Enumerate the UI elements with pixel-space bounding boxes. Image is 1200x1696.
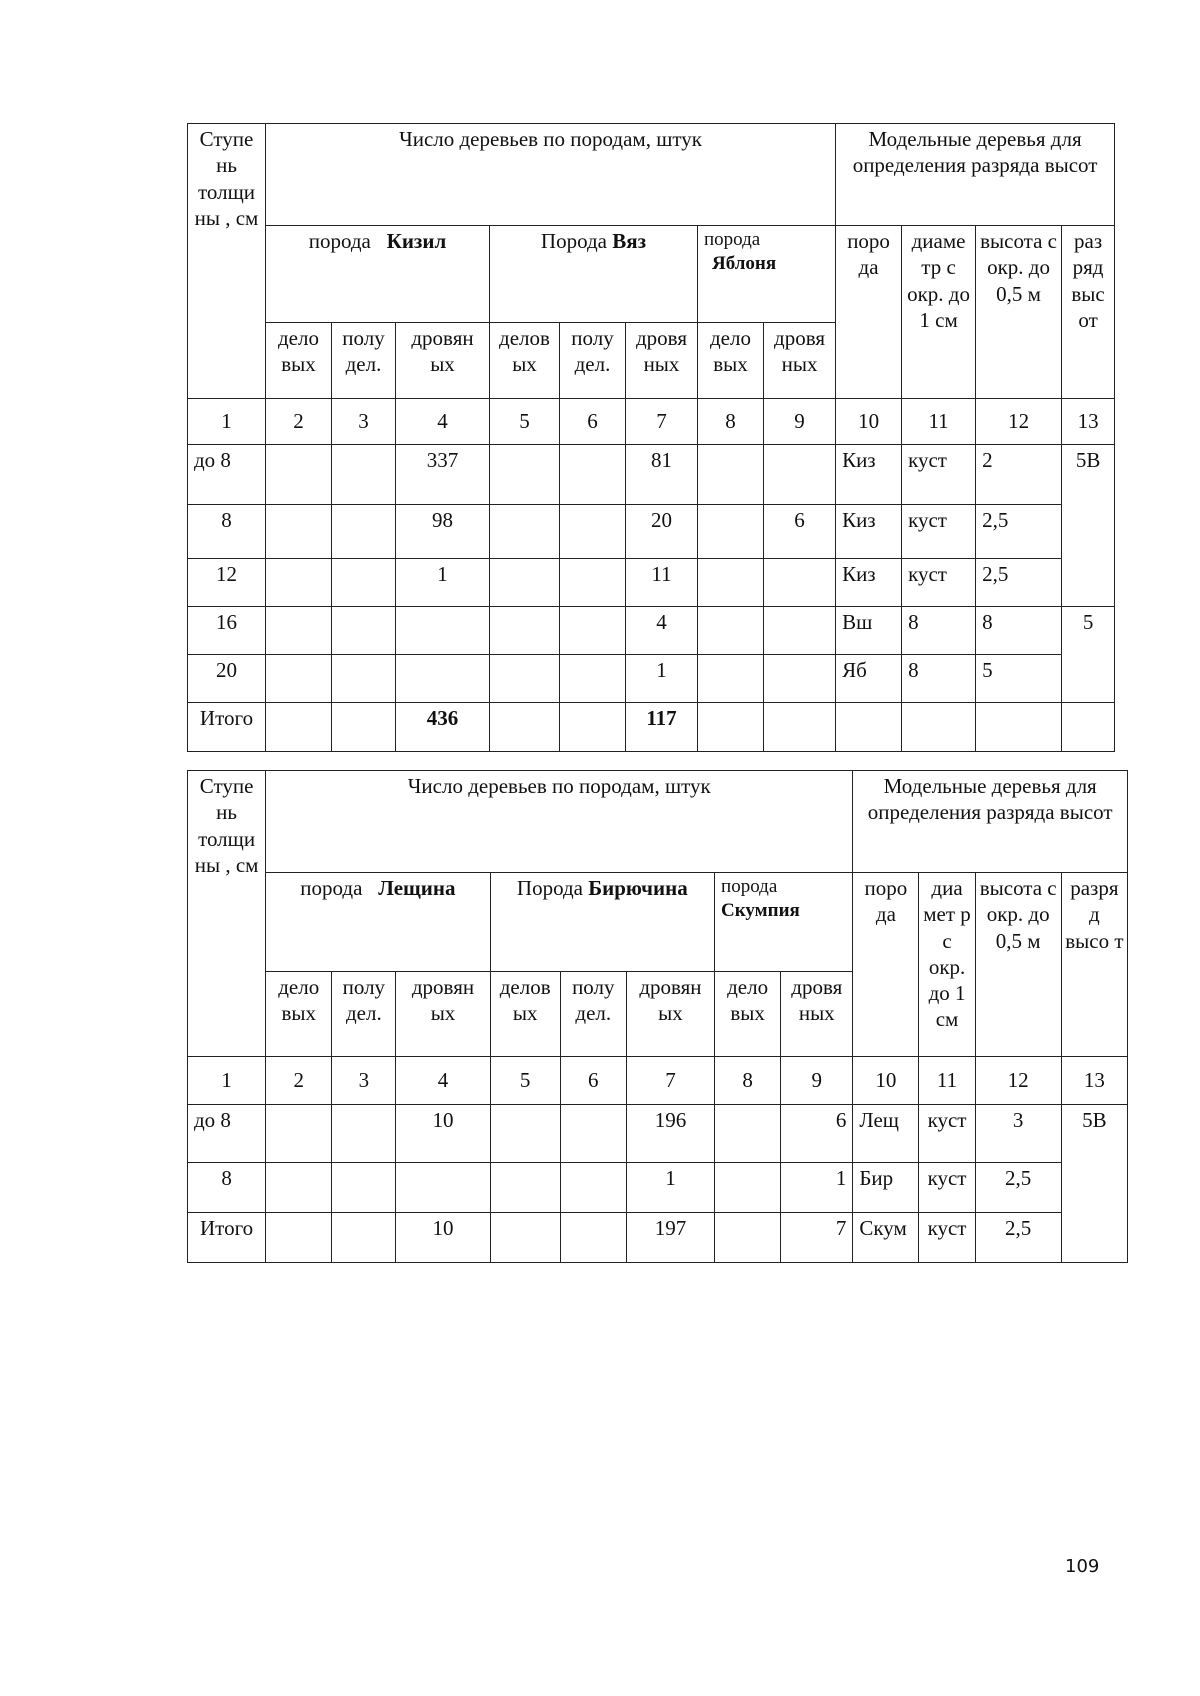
subheader: дровян ых <box>396 972 490 1057</box>
cell-step: 12 <box>188 559 266 607</box>
table-row <box>188 655 1115 703</box>
cell <box>332 1213 396 1263</box>
column-number: 12 <box>976 399 1062 445</box>
cell-value <box>764 445 836 505</box>
cell-value: 81 <box>626 445 698 505</box>
subheader: дело вых <box>266 323 332 399</box>
column-number: 7 <box>626 1057 714 1105</box>
column-number: 5 <box>490 399 560 445</box>
cell-step: 8 <box>188 505 266 559</box>
column-number: 9 <box>781 1057 853 1105</box>
cell-value: 6 <box>781 1105 853 1163</box>
page-number: 109 <box>1065 1556 1100 1577</box>
cell <box>332 1163 396 1213</box>
table-row <box>188 1163 1128 1213</box>
cell <box>698 607 764 655</box>
cell-model-species: Киз <box>836 505 902 559</box>
species-header: порода Лещина <box>266 873 490 972</box>
cell <box>715 1105 781 1163</box>
cell <box>698 703 764 752</box>
subheader: полу дел. <box>560 972 626 1057</box>
column-number: 13 <box>1061 1057 1127 1105</box>
column-number: 13 <box>1062 399 1115 445</box>
column-number-row <box>188 399 1115 445</box>
cell-model-diameter: 8 <box>902 655 976 703</box>
cell <box>490 703 560 752</box>
subheader: полу дел. <box>332 972 396 1057</box>
cell-model-class: 5В <box>1061 1105 1127 1263</box>
table-row <box>188 445 1115 505</box>
cell-value: 10 <box>396 1213 490 1263</box>
cell-model-species: Киз <box>836 559 902 607</box>
column-number: 3 <box>332 399 396 445</box>
column-number: 1 <box>188 399 266 445</box>
cell-model-diameter: куст <box>902 559 976 607</box>
cell <box>715 1163 781 1213</box>
header-model-species: поро да <box>853 873 919 1057</box>
cell <box>490 1163 560 1213</box>
cell-model-diameter: куст <box>919 1163 975 1213</box>
subheader: дровя ных <box>781 972 853 1057</box>
cell-model-height: 2,5 <box>976 559 1062 607</box>
cell-model-species: Лещ <box>853 1105 919 1163</box>
cell <box>976 703 1062 752</box>
cell <box>266 1163 332 1213</box>
subheader: делов ых <box>490 972 560 1057</box>
cell-value: 98 <box>396 505 490 559</box>
cell-model-height: 2,5 <box>975 1163 1061 1213</box>
cell <box>560 559 626 607</box>
subheader: дровя ных <box>764 323 836 399</box>
header-model-class: разря д высо т <box>1061 873 1127 1057</box>
cell-model-species: Яб <box>836 655 902 703</box>
cell <box>490 1213 560 1263</box>
table-row <box>188 559 1115 607</box>
cell-value: 197 <box>626 1213 714 1263</box>
cell <box>332 1105 396 1163</box>
cell <box>266 703 332 752</box>
cell <box>764 703 836 752</box>
cell <box>698 505 764 559</box>
cell-step: до 8 <box>188 445 266 505</box>
column-number: 1 <box>188 1057 266 1105</box>
column-number-row <box>188 1057 1128 1105</box>
tally-table-1 <box>187 123 1115 752</box>
header-model-trees: Модельные деревья для определения разряда высот <box>853 771 1128 873</box>
cell <box>698 559 764 607</box>
cell-model-diameter: куст <box>902 445 976 505</box>
header-model-diameter: диа мет р с окр. до 1 см <box>919 873 975 1057</box>
cell <box>266 505 332 559</box>
subheader: дровян ых <box>396 323 490 399</box>
subheader: дровян ых <box>626 972 714 1057</box>
table-row <box>188 607 1115 655</box>
cell-model-species: Бир <box>853 1163 919 1213</box>
cell <box>698 445 764 505</box>
cell-value: 11 <box>626 559 698 607</box>
cell-model-diameter: куст <box>902 505 976 559</box>
cell <box>266 655 332 703</box>
cell <box>332 607 396 655</box>
cell <box>1062 703 1115 752</box>
cell <box>490 505 560 559</box>
cell-model-species: Киз <box>836 445 902 505</box>
header-model-height: высота с окр. до 0,5 м <box>976 226 1062 399</box>
cell-value: 1 <box>396 559 490 607</box>
column-number: 5 <box>490 1057 560 1105</box>
cell <box>560 703 626 752</box>
cell-step: до 8 <box>188 1105 266 1163</box>
cell-total-value: 436 <box>396 703 490 752</box>
cell <box>490 607 560 655</box>
cell-step: 20 <box>188 655 266 703</box>
cell <box>266 607 332 655</box>
subheader: дело вых <box>698 323 764 399</box>
table-row <box>188 1105 1128 1163</box>
cell-value: 4 <box>626 607 698 655</box>
cell-total-label: Итого <box>188 703 266 752</box>
species-header: порода Яблоня <box>698 226 836 323</box>
subheader: полу дел. <box>332 323 396 399</box>
column-number: 8 <box>698 399 764 445</box>
cell-value <box>396 1163 490 1213</box>
cell-model-height: 2,5 <box>975 1213 1061 1263</box>
cell-total-value: 117 <box>626 703 698 752</box>
cell-model-class: 5 <box>1062 607 1115 703</box>
column-number: 8 <box>715 1057 781 1105</box>
cell <box>560 607 626 655</box>
cell <box>560 505 626 559</box>
cell-value <box>764 607 836 655</box>
column-number: 4 <box>396 1057 490 1105</box>
header-model-trees: Модельные деревья для определения разряда высот <box>836 124 1115 226</box>
header-model-diameter: диаме тр с окр. до 1 см <box>902 226 976 399</box>
subheader: дело вых <box>715 972 781 1057</box>
cell-step: 8 <box>188 1163 266 1213</box>
column-number: 11 <box>902 399 976 445</box>
cell <box>560 445 626 505</box>
cell <box>332 703 396 752</box>
cell <box>332 655 396 703</box>
cell-value <box>764 559 836 607</box>
cell <box>560 655 626 703</box>
header-tree-count: Число деревьев по породам, штук <box>266 771 853 873</box>
cell <box>266 445 332 505</box>
header-model-height: высота с окр. до 0,5 м <box>975 873 1061 1057</box>
cell-value <box>396 655 490 703</box>
cell-model-species: Вш <box>836 607 902 655</box>
subheader: полу дел. <box>560 323 626 399</box>
species-header: Порода Бирючина <box>490 873 714 972</box>
cell-value: 10 <box>396 1105 490 1163</box>
cell-value <box>396 607 490 655</box>
species-header: Порода Вяз <box>490 226 698 323</box>
column-number: 7 <box>626 399 698 445</box>
cell-model-height: 5 <box>976 655 1062 703</box>
column-number: 11 <box>919 1057 975 1105</box>
cell <box>560 1213 626 1263</box>
cell <box>490 445 560 505</box>
column-number: 6 <box>560 1057 626 1105</box>
column-number: 3 <box>332 1057 396 1105</box>
cell <box>332 445 396 505</box>
cell <box>902 703 976 752</box>
column-number: 10 <box>836 399 902 445</box>
total-row <box>188 1213 1128 1263</box>
cell-total-label: Итого <box>188 1213 266 1263</box>
column-number: 10 <box>853 1057 919 1105</box>
cell <box>490 655 560 703</box>
cell <box>266 559 332 607</box>
column-number: 4 <box>396 399 490 445</box>
cell-value <box>764 655 836 703</box>
subheader: делов ых <box>490 323 560 399</box>
cell <box>836 703 902 752</box>
cell-value: 1 <box>626 655 698 703</box>
cell-model-diameter: куст <box>919 1105 975 1163</box>
species-header: порода Скумпия <box>715 873 853 972</box>
total-row <box>188 703 1115 752</box>
cell <box>332 505 396 559</box>
header-step: Ступе нь толщи ны , см <box>188 771 266 1057</box>
header-step: Ступе нь толщи ны , см <box>188 124 266 399</box>
cell <box>332 559 396 607</box>
column-number: 6 <box>560 399 626 445</box>
cell-model-diameter: куст <box>919 1213 975 1263</box>
cell-step: 16 <box>188 607 266 655</box>
cell-value: 1 <box>781 1163 853 1213</box>
cell <box>490 1105 560 1163</box>
cell <box>560 1163 626 1213</box>
header-model-class: раз ряд выс от <box>1062 226 1115 399</box>
cell-model-class: 5В <box>1062 445 1115 607</box>
cell-value: 337 <box>396 445 490 505</box>
column-number: 2 <box>266 399 332 445</box>
cell <box>266 1213 332 1263</box>
cell-value: 196 <box>626 1105 714 1163</box>
cell-model-height: 2 <box>976 445 1062 505</box>
cell-model-height: 3 <box>975 1105 1061 1163</box>
species-header: порода Кизил <box>266 226 490 323</box>
cell-model-diameter: 8 <box>902 607 976 655</box>
column-number: 12 <box>975 1057 1061 1105</box>
cell <box>266 1105 332 1163</box>
header-tree-count: Число деревьев по породам, штук <box>266 124 836 226</box>
column-number: 2 <box>266 1057 332 1105</box>
cell <box>560 1105 626 1163</box>
cell-value: 6 <box>764 505 836 559</box>
cell-value: 1 <box>626 1163 714 1213</box>
cell-model-species: Скум <box>853 1213 919 1263</box>
cell <box>490 559 560 607</box>
cell-value: 7 <box>781 1213 853 1263</box>
cell <box>698 655 764 703</box>
tally-table-2 <box>187 770 1128 1263</box>
column-number: 9 <box>764 399 836 445</box>
header-model-species: поро да <box>836 226 902 399</box>
subheader: дровя ных <box>626 323 698 399</box>
cell-value: 20 <box>626 505 698 559</box>
subheader: дело вых <box>266 972 332 1057</box>
cell <box>715 1213 781 1263</box>
cell-model-height: 2,5 <box>976 505 1062 559</box>
cell-model-height: 8 <box>976 607 1062 655</box>
table-row <box>188 505 1115 559</box>
